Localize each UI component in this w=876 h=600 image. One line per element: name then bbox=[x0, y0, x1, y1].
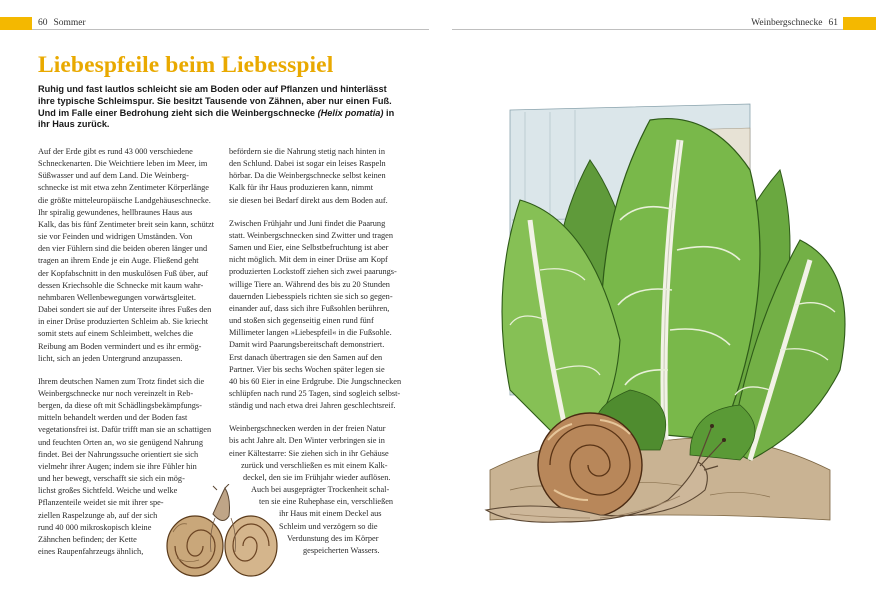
text-line: gespeicherten Wassers. bbox=[303, 545, 380, 555]
text-line: Dabei sondert sie auf der Unterseite ihres Fußes den bbox=[38, 305, 212, 315]
text-line: vielmehr ihrer Augen; indem sie ihre Fühler hin bbox=[38, 461, 197, 471]
text-line: befördern sie die Nahrung stetig nach hinten in bbox=[229, 147, 385, 156]
left-section-title: Sommer bbox=[53, 18, 86, 28]
right-running-header bbox=[751, 17, 838, 29]
text-line: nicht möglich. Mit dem in einer Drüse am Kopf bbox=[229, 255, 388, 265]
right-accent-bar bbox=[843, 17, 876, 30]
text-line: Kalk, das bis fünf Zentimeter breit sein kann, schützt bbox=[38, 219, 215, 229]
text-line: rund 40 000 mikroskopisch kleine bbox=[38, 522, 152, 532]
text-line: die größte mitteleuropäische Landgehäuseschnecke. bbox=[38, 195, 211, 205]
text-line: deckel, den sie im Frühjahr wieder auflösen. bbox=[243, 472, 391, 482]
lead-paragraph bbox=[38, 84, 400, 131]
text-line: ten sie eine Ruhephase ein, verschließen bbox=[259, 497, 394, 507]
left-header-rule bbox=[32, 29, 429, 30]
text-line: Zähnchen befinden; der Kette bbox=[38, 534, 137, 544]
text-line: Weinbergschnecken werden in der freien Natur bbox=[229, 424, 386, 434]
snail-and-chard-illustration bbox=[450, 90, 874, 570]
text-line: statt. Weinbergschnecken sind Zwitter und tragen bbox=[229, 230, 393, 240]
text-line: und her bewegt, verschafft sie sich ein mög- bbox=[38, 474, 185, 484]
text-line: bergen, da diese oft mit Schädlingsbekämpfungs- bbox=[38, 401, 202, 411]
text-line: findet. Bei der Nahrungssuche orientiert sie sich bbox=[38, 449, 199, 459]
text-line: tragen an ihrem Ende je ein Auge. Fließend geht bbox=[38, 256, 199, 266]
text-line: Auf der Erde gibt es rund 43 000 verschiedene bbox=[38, 147, 193, 156]
text-line: Schleim und verzögern so die bbox=[279, 521, 378, 531]
lead-text-3: in ihr Haus zurück. bbox=[38, 107, 395, 130]
text-line: Partner. Vier bis sechs Wochen später legen sie bbox=[229, 364, 385, 374]
article-headline: Liebespfeile beim Liebesspiel bbox=[38, 52, 334, 78]
text-line: zurück und verschließen es mit einem Kalk- bbox=[241, 460, 388, 470]
text-line: Süßwasser und auf dem Land. Die Weinberg- bbox=[38, 171, 189, 181]
text-line: Pflanzenteile weidet sie mit ihrer spe- bbox=[38, 498, 164, 508]
text-line: sie vor Feinden und widrigen Umständen. Von bbox=[38, 232, 193, 242]
latin-name: (Helix pomatia) bbox=[317, 107, 384, 118]
body-paragraph bbox=[38, 146, 218, 365]
text-line: willige Tiere an. Während des bis zu 20 Stunden bbox=[229, 279, 390, 289]
text-line: Verdunstung des im Körper bbox=[287, 533, 379, 543]
text-line: dauernden Liebesspiels richten sie sich so gegen- bbox=[229, 291, 393, 301]
text-line: einander auf, dass sich ihre Fußsohlen berühren, bbox=[229, 303, 390, 313]
text-line: den vier Fühlern sind die beiden oberen länger und bbox=[38, 244, 208, 254]
text-line: und feuchten Orten an, wo sie genügend Nahrung bbox=[38, 437, 203, 447]
right-header-rule bbox=[452, 29, 843, 30]
text-line: schlüpfen nach rund 25 Tagen, sind sogleich selbst- bbox=[229, 388, 401, 398]
text-line: somit stets auf einem Schleimbett, welches die bbox=[38, 329, 194, 339]
text-line: vegetationsfrei ist. Dafür trifft man sie an schattigen bbox=[38, 425, 212, 435]
text-line: ihr Haus mit einem Deckel aus bbox=[279, 509, 382, 519]
text-line: einer Kältestarre: Sie ziehen sich in ihr Gehäuse bbox=[229, 448, 389, 458]
right-page-number: 61 bbox=[828, 18, 838, 28]
text-line: Auch bei ausgeprägter Trockenheit schal- bbox=[251, 485, 390, 495]
text-line: ziellen Raspelzunge ab, auf der sich bbox=[38, 510, 158, 520]
text-line: dessen Kriechsohle die Schnecke mit kaum wahr- bbox=[38, 280, 204, 290]
mating-snails-illustration bbox=[155, 484, 283, 580]
text-line: Erst danach übertragen sie den Samen auf den bbox=[229, 352, 383, 362]
text-line: Millimeter langen »Liebespfeil« in die Fußsohle. bbox=[229, 328, 392, 338]
text-line: Schneckenarten. Die Weichtiere leben im Meer, im bbox=[38, 159, 208, 169]
text-line: mitteln behandelt werden und der Boden fast bbox=[38, 413, 188, 423]
left-running-header bbox=[38, 17, 86, 29]
lead-text-2: Und im Falle einer Bedrohung zieht sich die Weinbergschnecke bbox=[38, 107, 316, 118]
text-line: Zwischen Frühjahr und Juni findet die Paarung bbox=[229, 218, 386, 228]
lead-text-1: Ruhig und fast lautlos schleicht sie am Boden oder auf Pflanzen und hinterlässt ihre typische Schleimspur. Sie besitzt Tausende von Zähnen, aber nur einen Fuß. bbox=[38, 84, 392, 106]
text-line: lichst großes Sichtfeld. Weiche und welke bbox=[38, 486, 178, 496]
text-line: Ihrem deutschen Namen zum Trotz findet sich die bbox=[38, 376, 205, 386]
text-line: Reibung am Boden vermindert und es ihr ermög- bbox=[38, 341, 202, 351]
text-line: Samen und Eier, eine Selbstbefruchtung ist aber bbox=[229, 243, 389, 253]
text-line: hörbar. Da die Weinbergschnecke selbst keinen bbox=[229, 171, 386, 181]
text-line: der Kopfabschnitt in den muskulösen Fuß über, auf bbox=[38, 268, 209, 278]
left-accent-bar bbox=[0, 17, 32, 30]
text-line: nehmbaren Wellenbewegungen vorwärtsgleitet. bbox=[38, 292, 196, 302]
body-paragraph bbox=[229, 218, 409, 413]
text-line: ständig und nach etwa drei Jahren geschlechtsreif. bbox=[229, 401, 396, 411]
body-paragraph bbox=[229, 146, 409, 207]
text-line: produzierten Lockstoff ziehen sich zwei paarungs- bbox=[229, 267, 397, 277]
text-line: 40 bis 60 Eier in eine Erdgrube. Die Jungschnecken bbox=[229, 376, 402, 386]
text-line: und stoßen sich gegenseitig einen rund fünf bbox=[229, 316, 374, 326]
left-page-number: 60 bbox=[38, 18, 48, 28]
right-section-title: Weinbergschnecke bbox=[751, 18, 823, 28]
text-line: sie diesen bei Bedarf direkt aus dem Boden auf. bbox=[229, 195, 388, 205]
text-line: licht, sich an jeden Untergrund anzupassen. bbox=[38, 353, 183, 363]
text-line: bis acht Jahre alt. Den Winter verbringen sie in bbox=[229, 436, 385, 446]
text-line: Weinbergschnecke nur noch vereinzelt in Reb- bbox=[38, 388, 194, 398]
text-line: Ihr spiralig gewundenes, hellbraunes Haus aus bbox=[38, 207, 193, 217]
text-line: in einer Drüse produzierten Schleim ab. Sie kriecht bbox=[38, 317, 209, 327]
text-line: den Schlund. Dabei ist sogar ein leises Raspeln bbox=[229, 159, 386, 169]
text-line: Kalk für ihr Haus produzieren kann, nimmt bbox=[229, 183, 374, 193]
text-line: Damit wird Paarungsbereitschaft demonstriert. bbox=[229, 340, 385, 350]
text-line: eines Raupenfahrzeugs ähnlich, bbox=[38, 547, 144, 556]
text-line: schnecke ist mit etwa zehn Zentimeter Körperlänge bbox=[38, 183, 209, 193]
